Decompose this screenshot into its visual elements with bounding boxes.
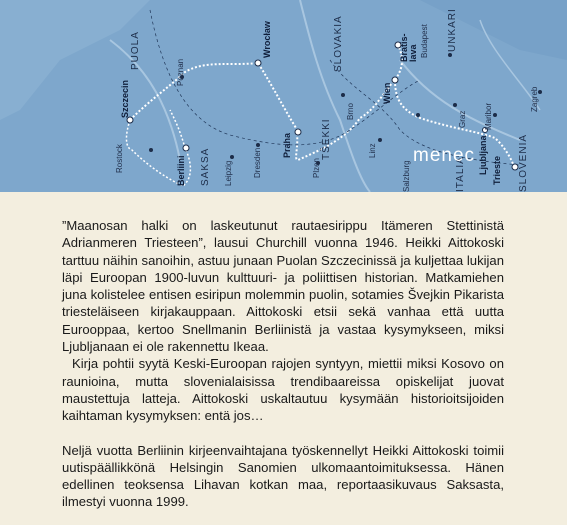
city-linz: Linz (368, 143, 377, 158)
country-hungary: UNKARI (447, 8, 458, 52)
publisher-logo: menec (413, 145, 476, 166)
city-bratislava: Bratis-lava (399, 33, 418, 62)
city-brno: Brno (346, 103, 355, 120)
city-szczecin: Szczecin (120, 79, 130, 118)
blurb-paragraph-2: Kirja pohtii syytä Keski-Euroopan rajojen syntyyn, miettii miksi Kosovo on raunioina, mutta slovenialaisissa trendibaareissa opiskelijat juovat maustettuja latteja. Aittokoski uskaltautuu kysymään historioitsijoiden kaihtaman kysymyksen: entä jos… (62, 356, 504, 424)
country-italy: ITALIA (455, 156, 466, 192)
city-graz: Graz (458, 110, 467, 128)
map-image (0, 0, 567, 192)
country-germany: SAKSA (200, 147, 211, 186)
blurb-paragraph-1: ”Maanosan halki on laskeutunut rautaesirippu Itämeren Stettinistä Adrianmeren Triesteen”, lausui Churchill vuonna 1946. Heikki Aittokoski tarttuu näihin sanoihin, astuu junaan Puolan Szczecinissä ja kuljettaa lukijan läpi Euroopan 1900-luvun kulttuuri- ja poliittisen historian. Matkamiehen juna kolistelee entisen esiripun molemmin puolin, sotamies Švejkin Pikarista triesteläiseen kirjakauppaan. Aittokoski etsii sekä vanhaa että uutta Eurooppaa, kertoo Snellmanin Berliinistä ja vastaa kysymykseen, miksi Ljubljanaan ei ole rakennettu Ikeaa. (62, 218, 504, 355)
country-poland: PUOLA (130, 31, 141, 70)
city-budapest: Budapest (420, 24, 429, 58)
city-leipzig: Leipzig (224, 160, 233, 186)
city-zagreb: Zagreb (530, 86, 539, 112)
city-plzen: Plzen (312, 157, 321, 178)
country-slovakia: SLOVAKIA (333, 15, 344, 72)
city-dresden: Dresden (253, 147, 262, 178)
city-berliini: Berliini (176, 155, 186, 186)
city-wroclaw: Wrocław (262, 21, 272, 58)
country-slovenia: SLOVENIA (518, 133, 529, 192)
city-praha: Praha (282, 132, 292, 158)
city-trieste: Trieste (492, 155, 502, 185)
city-salzburg: Salzburg (402, 160, 411, 192)
city-wien: Wien (382, 82, 392, 104)
city-maribor: Maribor (484, 102, 493, 130)
author-bio-paragraph: Neljä vuotta Berliinin kirjeenvaihtajana työskennellyt Heikki Aittokoski toimii uutispäällikkönä Helsingin Sanomien ulkomaantoimituksessa. Hänen edellinen teoksensa Lihavan kotkan maa, reportaasikuvaus Saksasta, ilmestyi vuonna 1999. (62, 442, 504, 510)
country-czech: TŠEKKI (321, 118, 332, 160)
city-poznan: Poznan (176, 58, 185, 86)
city-ljubljana: Ljubljana (478, 135, 488, 175)
city-rostock: Rostock (115, 144, 124, 173)
blurb-text (62, 217, 504, 511)
